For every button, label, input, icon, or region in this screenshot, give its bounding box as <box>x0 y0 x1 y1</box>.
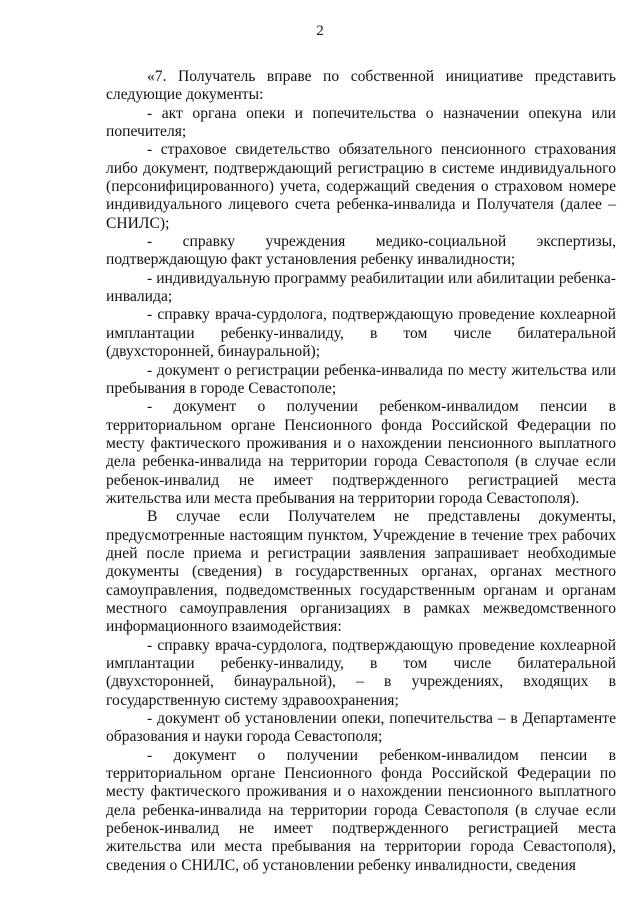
list-item-guardianship-act: - акт органа опеки и попечительства о назначении опекуна или попечителя; <box>106 104 616 141</box>
list-item-pension-request: - документ о получении ребенком-инвалидом пенсии в территориальном органе Пенсионного фонда Российской Федерации по месту фактического проживания и о нахождении пенсионного выплатного дела ребенка-инвалида на территории города Севастополя (в случае если ребенок-инвалид не имеет подтвержденного регистрацией места жительства или места пребывания на территории города Севастополя), сведения о СНИЛС, об установлении ребенку инвалидности, сведения <box>106 746 616 874</box>
list-item-guardianship-request: - документ об установлении опеки, попечительства – в Департаменте образования и науки города Севастополя; <box>106 710 616 746</box>
document-body <box>106 68 616 875</box>
list-item-audiologist-request: - справку врача-сурдолога, подтверждающую проведение кохлеарной имплантации ребенку-инвалиду, в том числе билатеральной (двухсторонней, бинауральной), – в учреждениях, входящих в государственную систему здравоохранения; <box>106 636 616 709</box>
list-item-insurance-certificate: - страховое свидетельство обязательного пенсионного страхования либо документ, подтверждающий регистрацию в системе индивидуального (персонифицированного) учета, содержащий сведения о страховом номере индивидуального лицевого счета ребенка-инвалида и Получателя (далее – СНИЛС); <box>106 141 616 232</box>
page-number: 2 <box>316 23 324 39</box>
paragraph-interagency-request: В случае если Получателем не представлены документы, предусмотренные настоящим пунктом, Учреждение в течение трех рабочих дней после приема и регистрации заявления запрашивает необходимые документы (сведения) в государственных органах, органах местного самоуправления, подведомственных государственным органам и органам местного самоуправления организациях в рамках межведомственного информационного взаимодействия: <box>106 508 616 636</box>
list-item-pension-document: - документ о получении ребенком-инвалидом пенсии в территориальном органе Пенсионного фонда Российской Федерации по месту фактического проживания и о нахождении пенсионного выплатного дела ребенка-инвалида на территории города Севастополя (в случае если ребенок-инвалид не имеет подтвержденного регистрацией места жительства или места пребывания на территории города Севастополя). <box>106 398 616 507</box>
list-item-medical-expertise: - справку учреждения медико-социальной экспертизы, подтверждающую факт установления ребенку инвалидности; <box>106 233 616 269</box>
paragraph-intro: «7. Получатель вправе по собственной инициативе представить следующие документы: <box>106 68 616 104</box>
list-item-rehabilitation-program: - индивидуальную программу реабилитации или абилитации ребенка-инвалида; <box>106 269 616 306</box>
list-item-registration-document: - документ о регистрации ребенка-инвалида по месту жительства или пребывания в городе Севастополе; <box>106 361 616 397</box>
list-item-audiologist-certificate: - справку врача-сурдолога, подтверждающую проведение кохлеарной имплантации ребенку-инвалиду, в том числе билатеральной (двухсторонней, бинауральной); <box>106 306 616 361</box>
